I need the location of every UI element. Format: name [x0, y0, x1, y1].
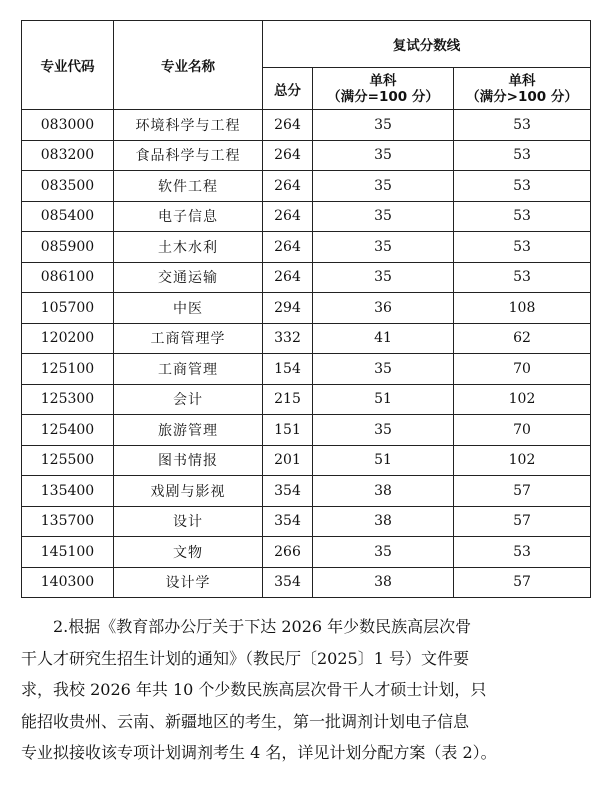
cell-major-name: 图书情报 — [114, 445, 263, 476]
paragraph-line: 求，我校 2026 年共 10 个少数民族高层次骨干人才硕士计划，只 — [21, 680, 487, 699]
cell-single-100: 35 — [313, 537, 454, 568]
cell-single-gt100: 53 — [454, 110, 591, 141]
cell-total-score: 264 — [263, 140, 313, 171]
header-major-code: 专业代码 — [22, 21, 114, 110]
cell-major-name: 食品科学与工程 — [114, 140, 263, 171]
paragraph-line: 能招收贵州、云南、新疆地区的考生，第一批调剂计划电子信息 — [21, 711, 470, 731]
paragraph-line: 干人才研究生招生计划的通知》（教民厅〔2025〕1 号）文件要 — [21, 648, 469, 668]
cell-total-score: 354 — [263, 506, 313, 537]
cell-single-100: 35 — [313, 140, 454, 171]
body-paragraph — [21, 611, 590, 769]
cell-single-gt100: 57 — [454, 567, 591, 598]
cell-major-code: 145100 — [22, 537, 114, 568]
cell-major-name: 戏剧与影视 — [114, 476, 263, 507]
cell-total-score: 264 — [263, 110, 313, 141]
table-row — [22, 140, 591, 171]
cell-major-code: 083500 — [22, 171, 114, 202]
cell-single-100: 35 — [313, 262, 454, 293]
cell-major-name: 电子信息 — [114, 201, 263, 232]
cell-single-100: 35 — [313, 415, 454, 446]
table-row — [22, 445, 591, 476]
table-row — [22, 567, 591, 598]
cell-total-score: 154 — [263, 354, 313, 385]
cell-major-code: 105700 — [22, 293, 114, 324]
cell-major-name: 文物 — [114, 537, 263, 568]
cell-single-gt100: 57 — [454, 506, 591, 537]
cell-single-100: 35 — [313, 201, 454, 232]
header-retest-score-line: 复试分数线 — [263, 21, 591, 68]
table-row — [22, 323, 591, 354]
cell-single-100: 38 — [313, 567, 454, 598]
cell-total-score: 266 — [263, 537, 313, 568]
header-single-100-line1: 单科 — [369, 72, 397, 89]
cell-single-gt100: 53 — [454, 140, 591, 171]
cell-major-code: 140300 — [22, 567, 114, 598]
cell-single-100: 35 — [313, 110, 454, 141]
header-single-gt100-line2: （满分>100 分） — [466, 88, 578, 105]
cell-major-name: 工商管理 — [114, 354, 263, 385]
cell-total-score: 264 — [263, 262, 313, 293]
table-row — [22, 262, 591, 293]
cell-single-gt100: 53 — [454, 537, 591, 568]
cell-major-code: 135400 — [22, 476, 114, 507]
header-major-name: 专业名称 — [114, 21, 263, 110]
cell-major-name: 交通运输 — [114, 262, 263, 293]
cell-major-code: 125100 — [22, 354, 114, 385]
cell-total-score: 294 — [263, 293, 313, 324]
cell-major-code: 120200 — [22, 323, 114, 354]
cell-major-code: 085900 — [22, 232, 114, 263]
paragraph-line: 专业拟接收该专项计划调剂考生 4 名，详见计划分配方案（表 2）。 — [21, 743, 497, 762]
cell-single-gt100: 70 — [454, 415, 591, 446]
cell-single-100: 36 — [313, 293, 454, 324]
table-row — [22, 537, 591, 568]
cell-total-score: 264 — [263, 171, 313, 202]
table-header-row — [22, 21, 591, 68]
cell-major-name: 软件工程 — [114, 171, 263, 202]
cell-major-code: 085400 — [22, 201, 114, 232]
cell-major-code: 125300 — [22, 384, 114, 415]
cell-single-gt100: 53 — [454, 171, 591, 202]
cell-total-score: 354 — [263, 476, 313, 507]
score-line-table — [21, 20, 591, 598]
table-body — [22, 110, 591, 598]
header-total-score: 总分 — [263, 68, 313, 110]
cell-single-gt100: 53 — [454, 232, 591, 263]
cell-major-name: 旅游管理 — [114, 415, 263, 446]
table-row — [22, 293, 591, 324]
cell-total-score: 354 — [263, 567, 313, 598]
cell-major-code: 083200 — [22, 140, 114, 171]
table-row — [22, 476, 591, 507]
table-row — [22, 201, 591, 232]
cell-single-gt100: 102 — [454, 445, 591, 476]
cell-single-gt100: 53 — [454, 262, 591, 293]
cell-single-100: 35 — [313, 354, 454, 385]
cell-major-name: 土木水利 — [114, 232, 263, 263]
table-row — [22, 506, 591, 537]
cell-major-name: 环境科学与工程 — [114, 110, 263, 141]
cell-single-gt100: 108 — [454, 293, 591, 324]
header-single-100-line2: （满分=100 分） — [327, 88, 439, 105]
cell-single-100: 41 — [313, 323, 454, 354]
cell-total-score: 151 — [263, 415, 313, 446]
header-single-gt100-line1: 单科 — [508, 72, 536, 89]
paragraph-line: 2.根据《教育部办公厅关于下达 2026 年少数民族高层次骨 — [21, 617, 472, 636]
table-row — [22, 232, 591, 263]
table-row — [22, 384, 591, 415]
cell-total-score: 264 — [263, 232, 313, 263]
cell-single-100: 35 — [313, 232, 454, 263]
table-row — [22, 415, 591, 446]
cell-major-code: 125500 — [22, 445, 114, 476]
cell-total-score: 264 — [263, 201, 313, 232]
cell-major-code: 083000 — [22, 110, 114, 141]
header-single-gt100 — [454, 68, 591, 110]
cell-single-gt100: 102 — [454, 384, 591, 415]
cell-single-gt100: 62 — [454, 323, 591, 354]
cell-total-score: 215 — [263, 384, 313, 415]
cell-single-gt100: 53 — [454, 201, 591, 232]
cell-major-name: 设计学 — [114, 567, 263, 598]
cell-total-score: 332 — [263, 323, 313, 354]
cell-single-100: 35 — [313, 171, 454, 202]
cell-single-100: 51 — [313, 384, 454, 415]
table-row — [22, 110, 591, 141]
cell-single-100: 51 — [313, 445, 454, 476]
cell-major-name: 中医 — [114, 293, 263, 324]
cell-single-gt100: 57 — [454, 476, 591, 507]
cell-major-name: 设计 — [114, 506, 263, 537]
cell-major-code: 086100 — [22, 262, 114, 293]
cell-major-code: 135700 — [22, 506, 114, 537]
cell-major-name: 工商管理学 — [114, 323, 263, 354]
header-single-100 — [313, 68, 454, 110]
cell-single-100: 38 — [313, 506, 454, 537]
table-row — [22, 171, 591, 202]
cell-total-score: 201 — [263, 445, 313, 476]
cell-major-name: 会计 — [114, 384, 263, 415]
cell-single-100: 38 — [313, 476, 454, 507]
cell-single-gt100: 70 — [454, 354, 591, 385]
cell-major-code: 125400 — [22, 415, 114, 446]
table-row — [22, 354, 591, 385]
